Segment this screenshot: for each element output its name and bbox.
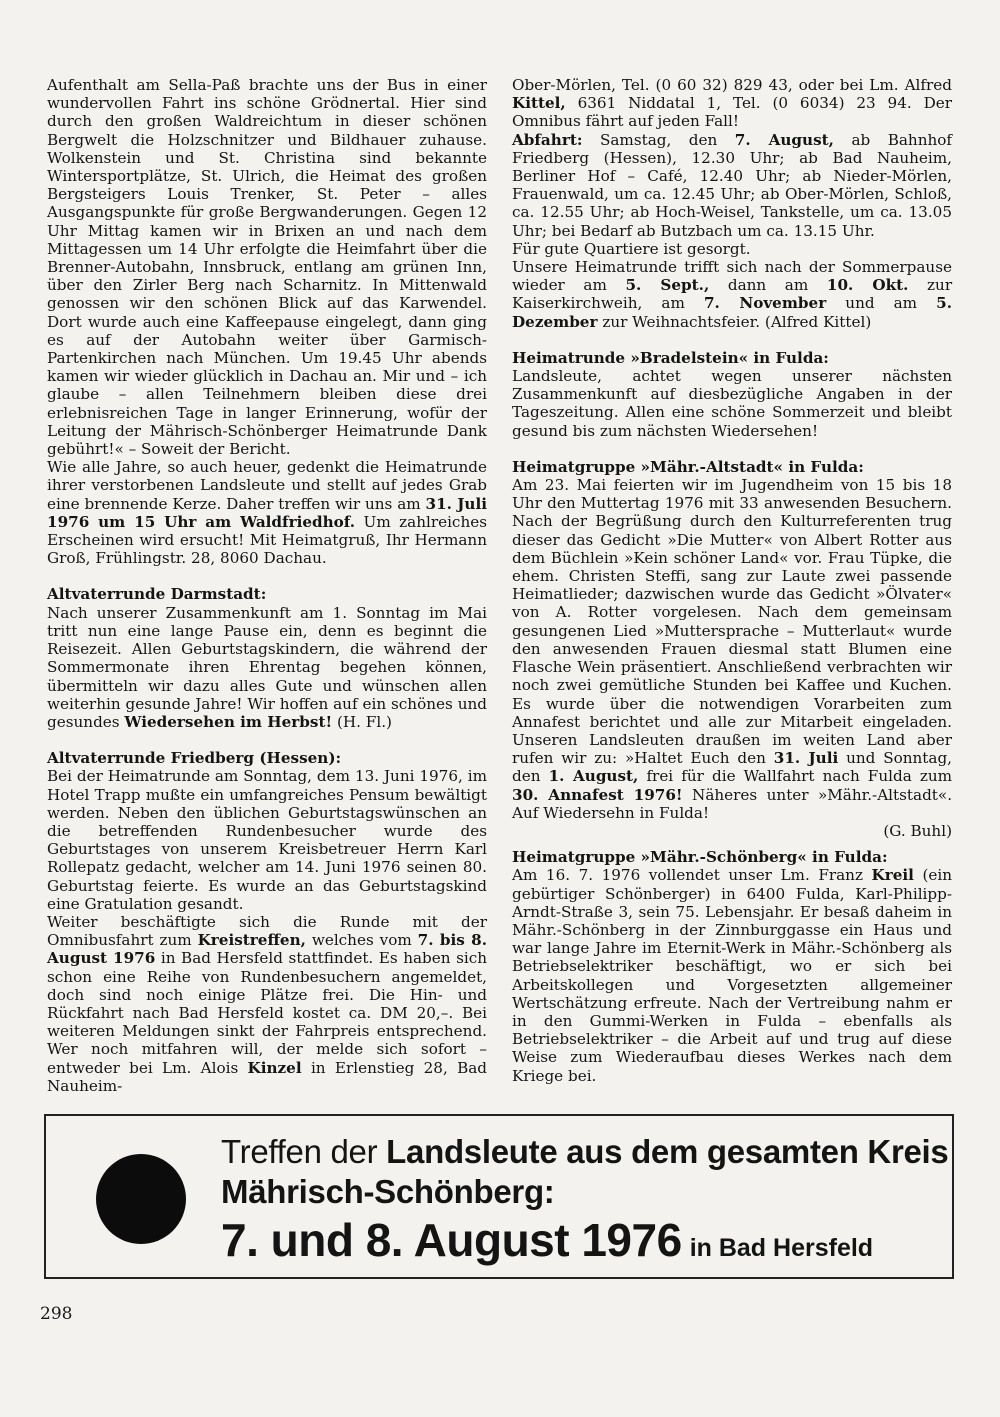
paragraph-contact: Ober-Mörlen, Tel. (0 60 32) 829 43, oder bei Lm. Alfred Kittel, 6361 Niddatal 1, Tel. (0 6034) 23 94. Der Omnibus fährt auf jeden Fall!: [512, 76, 953, 131]
heading-darmstadt: Altvaterrunde Darmstadt:: [47, 585, 267, 604]
heading-bradelstein: Heimatrunde »Bradelstein« in Fulda:: [512, 348, 829, 367]
banner-date: 7. und 8. August 1976: [221, 1214, 682, 1266]
banner-line-1: Treffen der Landsleute aus dem gesamten Kreis: [221, 1133, 949, 1170]
heading-schoenberg: Heimatgruppe »Mähr.-Schönberg« in Fulda:: [512, 848, 888, 867]
paragraph-travel-report: Aufenthalt am Sella-Paß brachte uns der Bus in einer wundervollen Fahrt ins schöne Grödnertal. Hier sind durch den großen Waldreichtum in dieser schönen Bergwelt die Holzschnitzer und Bildhauer zuhause. Wolkenstein und St. Christina sind bekannte Wintersportplätze, St. Ulrich, die Heimat des großen Bergsteigers Louis Trenker, St. Peter – alles Ausgangspunkte für große Bergwanderungen. Gegen 12 Uhr Mittag kamen wir in Brixen an und nach dem Mittagessen um 14 Uhr erfolgte die Heimfahrt über die Brenner-Autobahn, Innsbruck, entlang am grünen Inn, über den Zirler Berg nach Scharnitz. In Mittenwald genossen wir den schönen Blick auf das Karwendel. Dort wurde auch eine Kaffeepause eingelegt, dann ging es auf der Autobahn weiter über Garmisch-Partenkirchen nach München. Um 19.45 Uhr abends kamen wir wieder glücklich in Dachau an. Mir und – ich glaube – allen Teilnehmern bleiben diese drei erlebnisreichen Tage in langer Erinnerung, wofür der Leitung der Mährisch-Schönberger Heimatrunde Dank gebührt!« – Soweit der Bericht.: [47, 76, 487, 459]
paragraph-schoenberg: Am 16. 7. 1976 vollendet unser Lm. Franz Kreil (ein gebürtiger Schönberger) in 6400 Fulda, Karl-Philipp-Arndt-Straße 3, sein 75. Lebensjahr. Er besaß daheim in Mähr.-Schönberg in der Zinnburggasse ein Haus und war lange Jahre im Eternit-Werk in Mähr.-Schönberg als Betriebselektriker beschäftigt, wo er sich bei Arbeitskollegen und Vorgesetzten allgemeiner Wertschätzung erfreute. Nach der Vertreibung nahm er in den Gummi-Werken in Fulda – ebenfalls als Betriebselektriker – die Arbeit auf und trug auf diese Weise zum Wiederaufbau dieses Werkes nach dem Kriege bei.: [512, 866, 952, 1085]
signature-altstadt: (G. Buhl): [883, 821, 952, 840]
left-column: [47, 76, 487, 1095]
paragraph-darmstadt: Nach unserer Zusammenkunft am 1. Sonntag im Mai tritt nun eine lange Pause ein, denn es beginnt die Reisezeit. Allen Geburtstagskindern, die während der Sommermonate ihren Ehrentag begehen können, übermitteln wir dazu alles Gute und wünschen allen weiterhin gesunde Jahre! Wir hoffen auf ein schönes und gesundes Wiedersehen im Herbst! (H. Fl.): [47, 603, 487, 731]
right-column: [512, 76, 952, 1085]
heading-altstadt: Heimatgruppe »Mähr.-Altstadt« in Fulda:: [512, 457, 864, 476]
paragraph-friedberg-1: Bei der Heimatrunde am Sonntag, dem 13. Juni 1976, im Hotel Trapp mußte ein umfangreiches Pensum bewältigt werden. Neben den üblichen Geburtstagswünschen an die betreffenden Rundenbesucher wurde des Geburtstages von unserem Kreisbetreuer Herrn Karl Rollepatz gedacht, welcher am 14. Juni 1976 seinen 80. Geburtstag feierte. Es wurde an das Geburtstagskind eine Gratulation gesandt.: [47, 767, 487, 913]
announcement-banner: [44, 1114, 954, 1279]
paragraph-departure: Abfahrt: Samstag, den 7. August, ab Bahnhof Friedberg (Hessen), 12.30 Uhr; ab Bad Nauheim, Berliner Hof – Café, 12.40 Uhr; ab Nieder-Mörlen, Frauenwald, um ca. 12.45 Uhr; ab Ober-Mörlen, Schloß, ca. 12.55 Uhr; ab Hoch-Weisel, Tankstelle, um ca. 13.05 Uhr; bei Bedarf ab Butzbach um ca. 13.15 Uhr.: [512, 130, 953, 240]
banner-line-2: Mährisch-Schönberg:: [221, 1173, 555, 1210]
black-dot-icon: [96, 1154, 186, 1244]
paragraph-bradelstein: Landsleute, achtet wegen unserer nächsten Zusammenkunft auf diesbezügliche Angaben in der Tageszeitung. Allen eine schöne Sommerzeit und bleibt gesund bis zum nächsten Wiedersehen!: [512, 367, 952, 440]
paragraph-quarters: Für gute Quartiere ist gesorgt.: [512, 239, 751, 258]
page-number: 298: [40, 1304, 73, 1324]
heading-friedberg: Altvaterrunde Friedberg (Hessen):: [47, 749, 342, 768]
banner-line-3: [221, 1212, 873, 1268]
paragraph-memorial: Wie alle Jahre, so auch heuer, gedenkt die Heimatrunde ihrer verstorbenen Landsleute und stellt auf jedes Grab eine brennende Kerze. Daher treffen wir uns am 31. Juli 1976 um 15 Uhr am Waldfriedhof. Um zahlreiches Erscheinen wird ersucht! Mit Heimatgruß, Ihr Hermann Groß, Frühlingstr. 28, 8060 Dachau.: [47, 458, 488, 568]
banner-location: in Bad Hersfeld: [689, 1234, 874, 1262]
paragraph-altstadt: Am 23. Mai feierten wir im Jugendheim von 15 bis 18 Uhr den Muttertag 1976 mit 33 anwesenden Besuchern. Nach der Begrüßung durch den Kulturreferenten trug dieser das Gedicht »Die Mutter« von Albert Rotter aus dem Büchlein »Kein schöner Land« vor. Frau Tüpke, die ehem. Christen Steffi, sang zur Laute zwei passende Heimatlieder; dazwischen wurde das Gedicht »Ölvater« von A. Rotter vorgelesen. Nach dem gemeinsam gesungenen Lied »Muttersprache – Mutterlaut« wurde den anwesenden Frauen diesmal statt Blumen eine Flasche Wein präsentiert. Anschließend verbrachten wir noch zwei gemütliche Stunden bei Kaffee und Kuchen. Es wurde über die notwendigen Vorarbeiten zum Annafest berichtet und alle zur Mitarbeit eingeladen. Unseren Landsleuten draußen im weiten Land aber rufen wir zu: »Haltet Euch den 31. Juli und Sonntag, den 1. August, frei für die Wallfahrt nach Fulda zum 30. Annafest 1976! Näheres unter »Mähr.-Altstadt«. Auf Wiedersehn in Fulda!: [512, 476, 953, 822]
paragraph-meetings: Unsere Heimatrunde trifft sich nach der Sommerpause wieder am 5. Sept., dann am 10. Okt. zur Kaiserkirchweih, am 7. November und am 5. Dezember zur Weihnachtsfeier. (Alfred Kittel): [512, 258, 953, 331]
paragraph-friedberg-2: Weiter beschäftigte sich die Runde mit der Omnibusfahrt zum Kreistreffen, welches vom 7. bis 8. August 1976 in Bad Hersfeld stattfindet. Es haben sich schon eine Reihe von Rundenbesuchern angemeldet, doch sind noch einige Plätze frei. Die Hin- und Rückfahrt nach Bad Hersfeld kostet ca. DM 20,–. Bei weiteren Meldungen sinkt der Fahrpreis entsprechend. Wer noch mitfahren will, der melde sich sofort – entweder bei Lm. Alois Kinzel in Erlenstieg 28, Bad Nauheim-: [47, 912, 488, 1095]
